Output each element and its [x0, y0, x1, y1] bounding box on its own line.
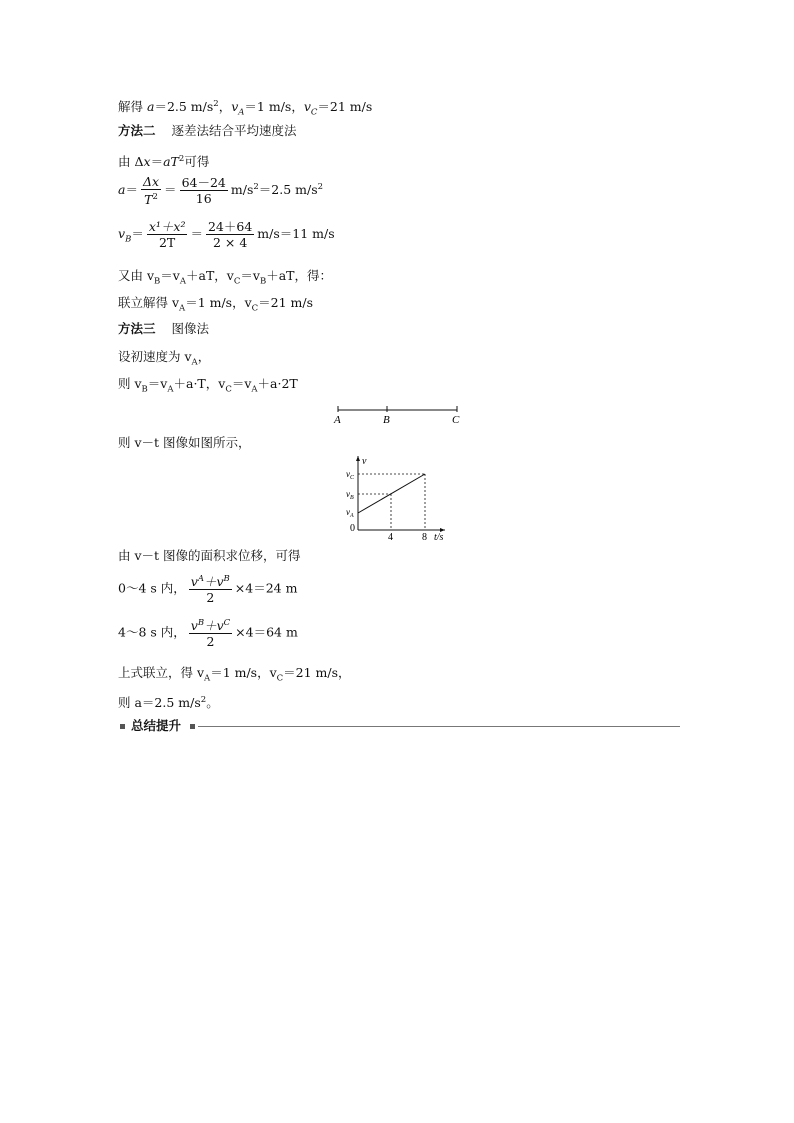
text: ＋a·T，v — [173, 376, 226, 391]
var-T: T — [170, 154, 179, 170]
var-x: x — [143, 154, 151, 170]
subscript: B — [154, 276, 161, 287]
subscript: B — [125, 234, 132, 245]
text: 。 — [206, 695, 219, 711]
text: ＝ — [164, 182, 177, 198]
text: 联立解得 v — [118, 295, 180, 310]
text: 解得 — [118, 99, 147, 115]
numerator: x¹＋x² — [148, 219, 186, 234]
denominator: 2 — [206, 634, 215, 650]
method-label: 方法三 — [118, 321, 156, 336]
var-v: v — [118, 226, 126, 241]
point-a-label: A — [334, 414, 341, 426]
superscript: C — [223, 618, 231, 628]
summary-label: 总结提升 — [131, 718, 182, 733]
text: v — [190, 574, 198, 590]
superscript: 2 — [200, 695, 207, 705]
superscript: B — [223, 574, 230, 584]
var-a: a — [146, 99, 155, 115]
vc-label: $v_C$ — [346, 469, 355, 481]
solution-line-1 — [118, 96, 372, 121]
text: ＋aT，v — [186, 268, 234, 283]
subscript: A — [179, 303, 186, 314]
text: ＝2.5 m/s — [154, 99, 214, 115]
numerator: 64－24 — [181, 175, 226, 191]
formula-0-4s — [118, 572, 297, 605]
text: ＝ — [150, 154, 164, 170]
method-two-heading — [118, 123, 297, 139]
text: 由 v－t 图像的面积求位移，可得 — [118, 548, 301, 563]
text: 上式联立，得 v — [118, 665, 205, 680]
subscript: A — [238, 107, 245, 118]
var-a: a — [118, 182, 126, 198]
text: ＝21 m/s — [258, 295, 314, 310]
text: 设初速度为 v — [118, 349, 192, 364]
superscript: 2 — [213, 99, 219, 109]
text: ＝v — [240, 268, 260, 283]
subscript: B — [141, 384, 148, 395]
text: ＋aT，得： — [266, 268, 332, 283]
solution-line-12 — [118, 548, 301, 564]
text: 由 Δ — [118, 154, 144, 170]
subscript: C — [310, 107, 318, 118]
text: ＝2.5 m/s — [258, 182, 318, 198]
text: v — [190, 618, 198, 634]
solution-line-11 — [118, 435, 251, 451]
text: ×4＝24 m — [234, 580, 298, 596]
formula-4-8s — [118, 616, 298, 649]
subscript: C — [251, 303, 259, 314]
text: ， — [197, 349, 211, 364]
text: ＋v — [203, 574, 224, 590]
fraction — [147, 219, 188, 250]
method-text: 图像法 — [171, 321, 210, 336]
solution-line-9 — [118, 349, 210, 371]
fraction — [189, 572, 232, 605]
text: 0～4 s 内， — [118, 580, 186, 596]
axis-v-label: v — [362, 456, 367, 467]
vb-label: $v_B$ — [346, 489, 354, 501]
var-a: a — [163, 154, 171, 170]
fraction — [206, 219, 254, 250]
solution-line-3 — [118, 151, 209, 170]
divider-line — [198, 726, 680, 727]
text: ＋a·2T — [257, 376, 298, 391]
method-label: 方法二 — [118, 123, 156, 138]
solution-line-6 — [118, 268, 332, 290]
denominator: 2 — [206, 590, 215, 606]
va-label: $v_A$ — [346, 507, 354, 519]
text: ＝21 m/s， — [283, 665, 351, 680]
subscript: A — [191, 357, 198, 368]
subscript: A — [167, 384, 174, 395]
method-three-heading — [118, 321, 209, 337]
formula-vB — [118, 219, 335, 250]
solution-line-16 — [118, 692, 219, 711]
fraction — [141, 174, 161, 207]
tick-8-label: 8 — [422, 532, 427, 542]
vt-graph — [340, 452, 460, 542]
point-c-label: C — [452, 414, 460, 426]
text: 则 v－t 图像如图所示， — [118, 435, 251, 450]
text: 4～8 s 内， — [118, 624, 186, 640]
solution-line-15 — [118, 665, 351, 687]
text: ＝ — [125, 182, 138, 198]
text: ＋v — [204, 618, 224, 634]
text: ＝v — [231, 376, 252, 391]
segment-diagram — [330, 402, 470, 426]
fraction — [189, 616, 232, 649]
text: ＝1 m/s， — [244, 99, 304, 115]
subscript: C — [225, 384, 232, 395]
superscript: A — [197, 574, 204, 584]
subscript: B — [259, 276, 267, 287]
superscript: 2 — [317, 181, 324, 192]
fraction — [180, 175, 228, 206]
subscript: A — [251, 384, 258, 395]
subscript: A — [204, 673, 211, 684]
square-bullet-icon — [190, 724, 195, 729]
method-text: 逐差法结合平均速度法 — [171, 123, 297, 138]
summary-divider — [118, 718, 680, 734]
text: ， — [218, 99, 232, 115]
text: ＝v — [147, 376, 168, 391]
text: 则 a＝2.5 m/s — [118, 695, 201, 711]
denominator: 2 × 4 — [212, 235, 248, 250]
numerator: Δx — [142, 174, 160, 189]
text: ×4＝64 m — [235, 624, 298, 640]
var-v: v — [231, 99, 239, 115]
superscript: 2 — [178, 154, 185, 164]
subscript: C — [233, 276, 241, 287]
denominator: T — [144, 192, 153, 208]
point-b-label: B — [383, 414, 390, 426]
text: m/s — [230, 182, 254, 198]
text: ＝ — [190, 226, 203, 241]
axis-t-label: t/s — [434, 532, 444, 542]
subscript: A — [179, 276, 186, 287]
numerator: 24＋64 — [207, 219, 253, 234]
formula-acceleration — [118, 174, 323, 207]
solution-line-7 — [118, 295, 313, 317]
superscript: 2 — [253, 181, 259, 192]
square-bullet-icon — [120, 724, 125, 729]
text: 可得 — [184, 154, 210, 170]
denominator: 2T — [158, 235, 176, 250]
text: ＝21 m/s — [317, 99, 373, 115]
text: ＝1 m/s，v — [185, 295, 252, 310]
var-v: v — [303, 99, 311, 115]
text: ＝1 m/s，v — [210, 665, 277, 680]
text: ＝v — [160, 268, 180, 283]
text: ＝ — [131, 226, 144, 241]
text: 则 v — [118, 376, 142, 391]
tick-4-label: 4 — [388, 532, 393, 542]
denominator: 16 — [195, 191, 212, 207]
superscript: B — [197, 618, 205, 628]
superscript: 2 — [152, 192, 158, 202]
text: m/s＝11 m/s — [257, 226, 335, 241]
text: 又由 v — [118, 268, 155, 283]
origin-label: 0 — [350, 523, 355, 534]
solution-line-10 — [118, 376, 298, 398]
subscript: C — [276, 673, 284, 684]
